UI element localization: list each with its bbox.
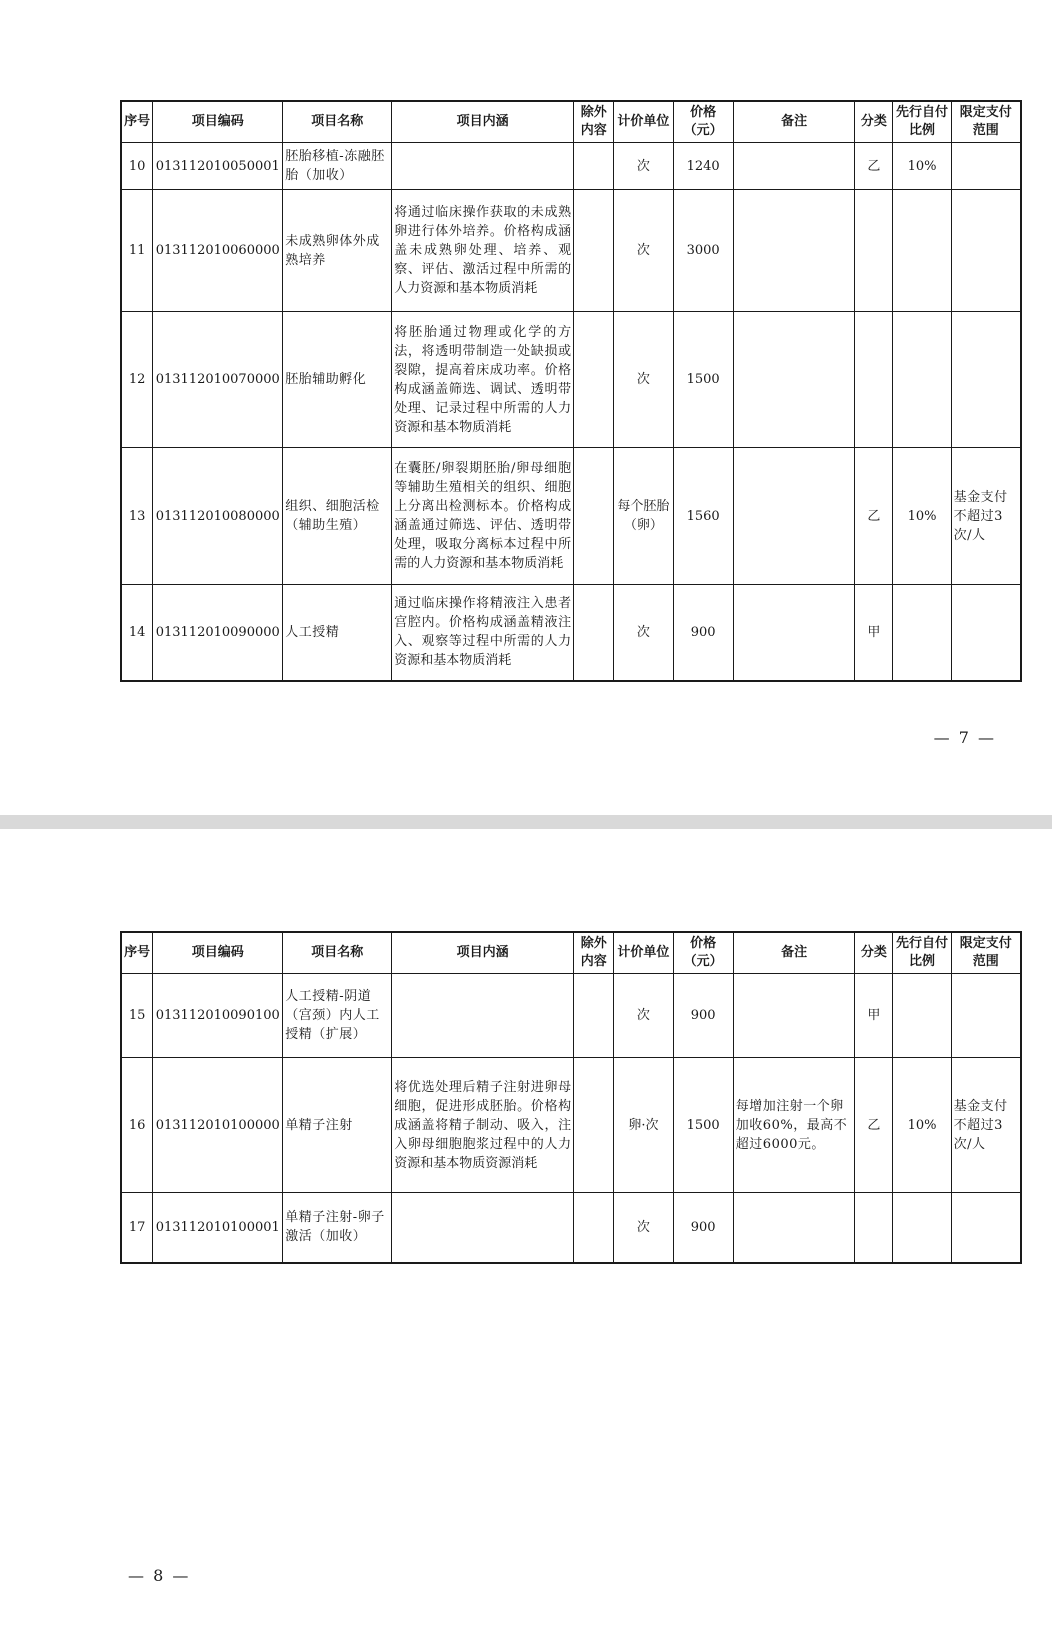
header-content: 项目内涵: [392, 101, 574, 143]
header-seq: 序号: [121, 101, 153, 143]
cell-content: [392, 974, 574, 1058]
header-unit: 计价单位: [614, 101, 673, 143]
cell-note: [733, 190, 855, 312]
cell-name: 组织、细胞活检（辅助生殖）: [283, 448, 392, 585]
fee-table-page-8: [120, 931, 1022, 1264]
cell-ratio: 10%: [893, 143, 951, 190]
cell-limit: [951, 1193, 1021, 1263]
header-excl: 除外内容: [574, 101, 614, 143]
cell-excl: [574, 312, 614, 448]
cell-name: 未成熟卵体外成熟培养: [283, 190, 392, 312]
cell-excl: [574, 974, 614, 1058]
cell-content: 在囊胚/卵裂期胚胎/卵母细胞等辅助生殖相关的组织、细胞上分离出检测标本。价格构成涵盖通过筛选、评估、透明带处理，吸取分离标本过程中所需的人力资源和基本物质消耗: [392, 448, 574, 585]
cell-unit: 次: [614, 143, 673, 190]
cell-note: 每增加注射一个卵加收60%，最高不超过6000元。: [733, 1058, 855, 1193]
cell-note: [733, 1193, 855, 1263]
cell-ratio: [893, 585, 951, 681]
cell-cat: 甲: [855, 974, 893, 1058]
cell-excl: [574, 448, 614, 585]
cell-excl: [574, 1058, 614, 1193]
cell-price: 3000: [673, 190, 733, 312]
cell-code: 013112010080000: [153, 448, 283, 585]
header-name: 项目名称: [283, 101, 392, 143]
cell-content: 将优选处理后精子注射进卵母细胞，促进形成胚胎。价格构成涵盖将精子制动、吸入，注入卵母细胞胞浆过程中的人力资源和基本物质资源消耗: [392, 1058, 574, 1193]
table-row: [121, 312, 1021, 448]
cell-ratio: 10%: [893, 1058, 951, 1193]
cell-ratio: [893, 312, 951, 448]
table-row: [121, 448, 1021, 585]
header-seq: 序号: [121, 932, 153, 974]
cell-content: [392, 143, 574, 190]
cell-content: 通过临床操作将精液注入患者宫腔内。价格构成涵盖精液注入、观察等过程中所需的人力资源和基本物质消耗: [392, 585, 574, 681]
cell-limit: [951, 190, 1021, 312]
cell-limit: [951, 974, 1021, 1058]
header-code: 项目编码: [153, 101, 283, 143]
table-header-row: [121, 101, 1021, 143]
cell-ratio: [893, 974, 951, 1058]
table-row: [121, 974, 1021, 1058]
cell-content: 将通过临床操作获取的未成熟卵进行体外培养。价格构成涵盖未成熟卵处理、培养、观察、评估、激活过程中所需的人力资源和基本物质消耗: [392, 190, 574, 312]
cell-seq: 13: [121, 448, 153, 585]
cell-seq: 14: [121, 585, 153, 681]
cell-price: 900: [673, 1193, 733, 1263]
cell-name: 人工授精-阴道（宫颈）内人工授精（扩展）: [283, 974, 392, 1058]
cell-seq: 16: [121, 1058, 153, 1193]
cell-code: 013112010090000: [153, 585, 283, 681]
header-note: 备注: [733, 101, 855, 143]
cell-seq: 17: [121, 1193, 153, 1263]
cell-unit: 次: [614, 974, 673, 1058]
cell-limit: 基金支付不超过3次/人: [951, 1058, 1021, 1193]
header-code: 项目编码: [153, 932, 283, 974]
header-ratio: 先行自付比例: [893, 932, 951, 974]
table-row: [121, 143, 1021, 190]
cell-code: 013112010090100: [153, 974, 283, 1058]
cell-code: 013112010070000: [153, 312, 283, 448]
cell-name: 人工授精: [283, 585, 392, 681]
header-price: 价格（元）: [673, 932, 733, 974]
page-separator: [0, 815, 1052, 829]
table-row: [121, 585, 1021, 681]
cell-name: 胚胎移植-冻融胚胎（加收）: [283, 143, 392, 190]
cell-name: 胚胎辅助孵化: [283, 312, 392, 448]
header-limit: 限定支付范围: [951, 932, 1021, 974]
cell-cat: 乙: [855, 143, 893, 190]
page-number: — 7 —: [933, 728, 996, 747]
header-cat: 分类: [855, 101, 893, 143]
table-header-row: [121, 932, 1021, 974]
cell-note: [733, 585, 855, 681]
table-row: [121, 1058, 1021, 1193]
cell-content: [392, 1193, 574, 1263]
cell-excl: [574, 585, 614, 681]
cell-limit: 基金支付不超过3次/人: [951, 448, 1021, 585]
table-row: [121, 1193, 1021, 1263]
cell-cat: [855, 312, 893, 448]
header-price: 价格（元）: [673, 101, 733, 143]
header-ratio: 先行自付比例: [893, 101, 951, 143]
cell-unit: 次: [614, 190, 673, 312]
cell-price: 900: [673, 585, 733, 681]
header-excl: 除外内容: [574, 932, 614, 974]
cell-unit: 次: [614, 312, 673, 448]
cell-name: 单精子注射-卵子激活（加收）: [283, 1193, 392, 1263]
cell-price: 1560: [673, 448, 733, 585]
cell-unit: 每个胚胎（卵）: [614, 448, 673, 585]
header-unit: 计价单位: [614, 932, 673, 974]
cell-cat: [855, 190, 893, 312]
cell-seq: 15: [121, 974, 153, 1058]
cell-code: 013112010050001: [153, 143, 283, 190]
cell-excl: [574, 1193, 614, 1263]
cell-ratio: [893, 1193, 951, 1263]
cell-excl: [574, 143, 614, 190]
cell-unit: 卵·次: [614, 1058, 673, 1193]
cell-limit: [951, 143, 1021, 190]
cell-ratio: 10%: [893, 448, 951, 585]
page-number: — 8 —: [128, 1566, 191, 1585]
cell-note: [733, 448, 855, 585]
cell-note: [733, 143, 855, 190]
cell-name: 单精子注射: [283, 1058, 392, 1193]
header-limit: 限定支付范围: [951, 101, 1021, 143]
table-row: [121, 190, 1021, 312]
cell-excl: [574, 190, 614, 312]
fee-table-page-7: [120, 100, 1022, 682]
header-note: 备注: [733, 932, 855, 974]
cell-seq: 12: [121, 312, 153, 448]
cell-unit: 次: [614, 1193, 673, 1263]
cell-code: 013112010100001: [153, 1193, 283, 1263]
cell-cat: 乙: [855, 1058, 893, 1193]
cell-unit: 次: [614, 585, 673, 681]
header-cat: 分类: [855, 932, 893, 974]
cell-cat: 乙: [855, 448, 893, 585]
header-content: 项目内涵: [392, 932, 574, 974]
cell-ratio: [893, 190, 951, 312]
cell-price: 1240: [673, 143, 733, 190]
cell-limit: [951, 312, 1021, 448]
header-name: 项目名称: [283, 932, 392, 974]
cell-limit: [951, 585, 1021, 681]
cell-seq: 10: [121, 143, 153, 190]
page-7: [0, 0, 1052, 815]
cell-note: [733, 312, 855, 448]
cell-note: [733, 974, 855, 1058]
cell-cat: [855, 1193, 893, 1263]
cell-cat: 甲: [855, 585, 893, 681]
cell-price: 1500: [673, 1058, 733, 1193]
cell-code: 013112010060000: [153, 190, 283, 312]
cell-content: 将胚胎通过物理或化学的方法，将透明带制造一处缺损或裂隙，提高着床成功率。价格构成涵盖筛选、调试、透明带处理、记录过程中所需的人力资源和基本物质消耗: [392, 312, 574, 448]
cell-seq: 11: [121, 190, 153, 312]
cell-code: 013112010100000: [153, 1058, 283, 1193]
page-8: [0, 829, 1052, 1650]
cell-price: 900: [673, 974, 733, 1058]
cell-price: 1500: [673, 312, 733, 448]
